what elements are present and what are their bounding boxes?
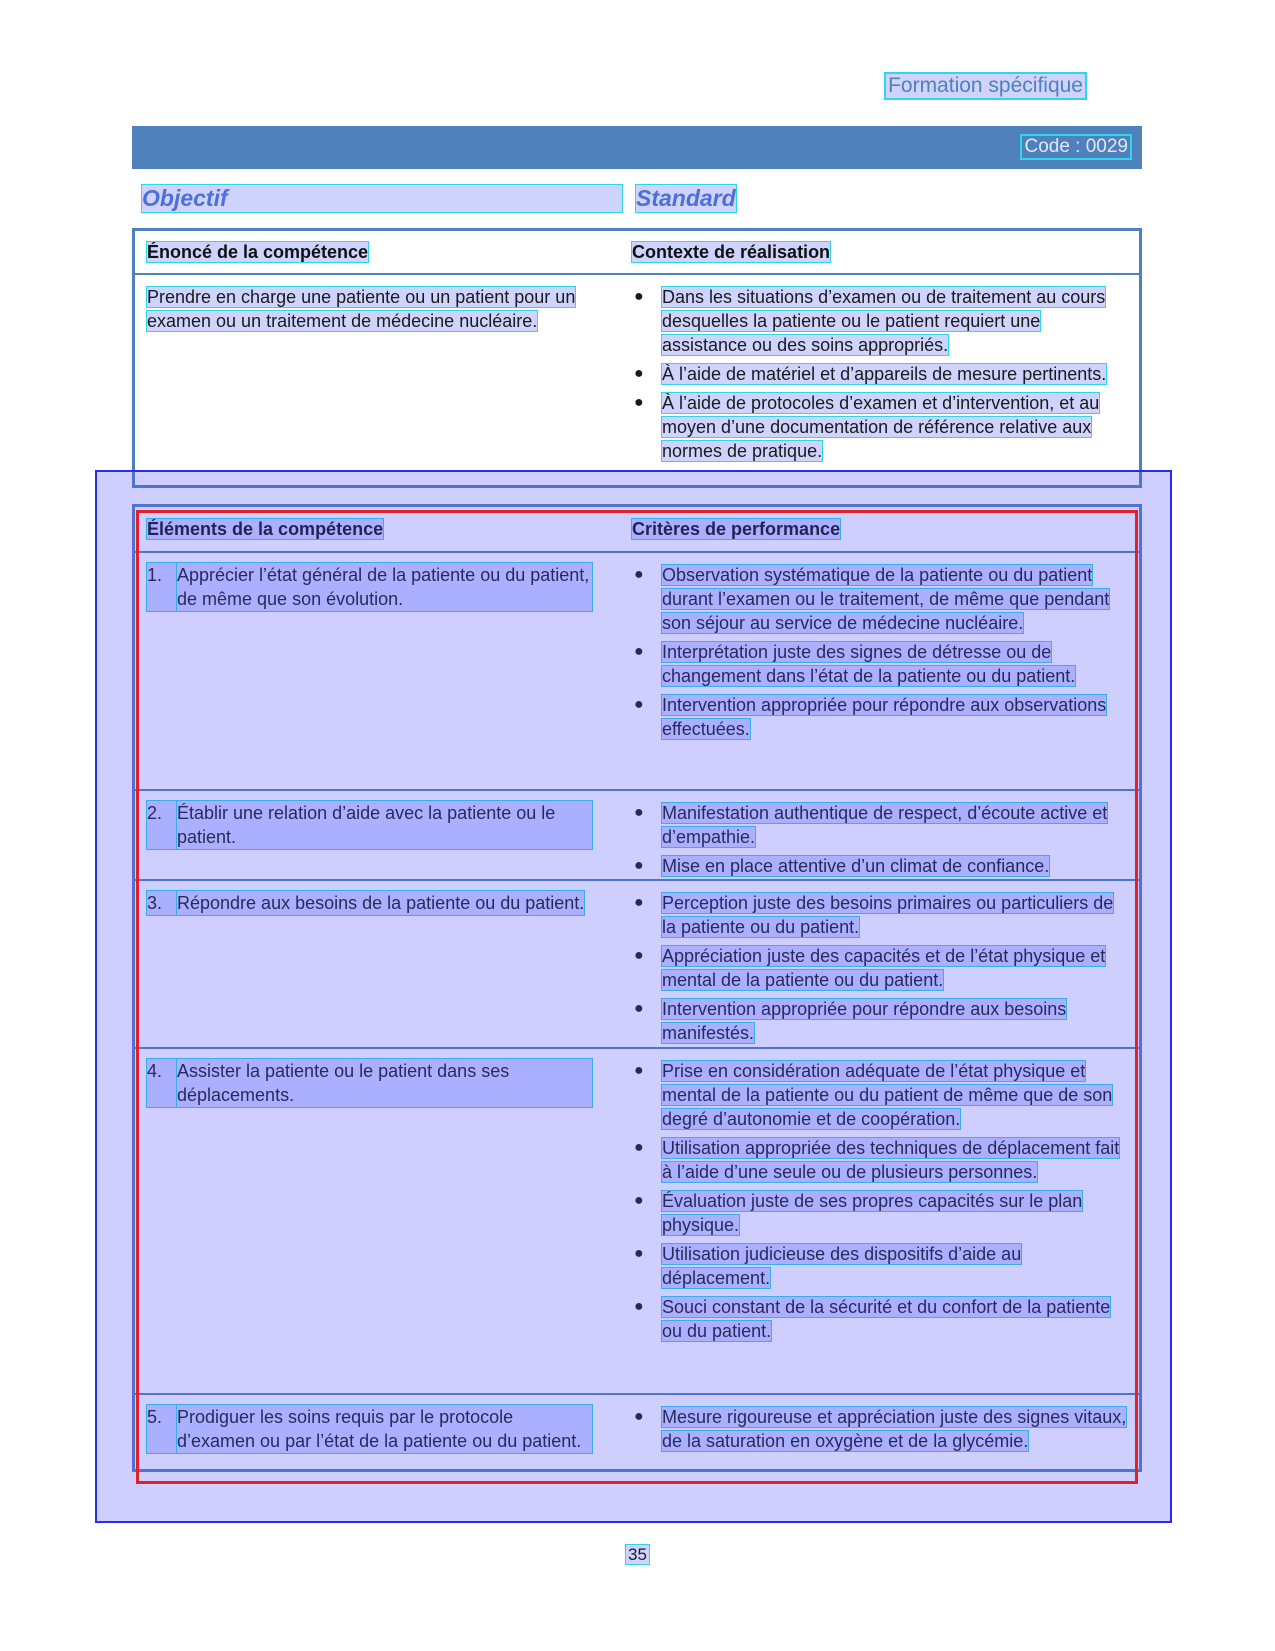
competence-table-row [135, 275, 1139, 468]
enonce-text: Prendre en charge une patiente ou un patient pour un examen ou un traitement de médecine nucléaire. [147, 287, 576, 331]
bullet-icon: ● [634, 365, 644, 382]
table-row [135, 553, 1139, 789]
criteres-header: Critères de performance [632, 518, 841, 539]
bullet-icon: ● [634, 857, 644, 874]
list-item [632, 1242, 1129, 1290]
table-row [135, 879, 1139, 1047]
element-number: 2. [147, 801, 177, 849]
element-number: 1. [147, 563, 177, 611]
contexte-item: À l’aide de protocoles d’examen et d’intervention, et au moyen d’une documentation de référence relative aux normes de pratique. [662, 393, 1100, 461]
contexte-item: À l’aide de matériel et d’appareils de mesure pertinents. [662, 364, 1107, 384]
critere-item: Utilisation appropriée des techniques de déplacement fait à l’aide d’une seule ou de plusieurs personnes. [662, 1138, 1120, 1182]
critere-item: Évaluation juste de ses propres capacités sur le plan physique. [662, 1191, 1083, 1235]
critere-item: Mesure rigoureuse et appréciation juste des signes vitaux, de la saturation en oxygène et de la glycémie. [662, 1407, 1127, 1451]
table-row [135, 1393, 1139, 1458]
bullet-icon: ● [634, 696, 644, 713]
element-text: Prodiguer les soins requis par le protocole d’examen ou par l’état de la patiente ou du patient. [177, 1405, 592, 1453]
bullet-icon: ● [634, 643, 644, 660]
contexte-header: Contexte de réalisation [632, 241, 831, 262]
element-text: Assister la patiente ou le patient dans ses déplacements. [177, 1059, 592, 1107]
bullet-icon: ● [634, 894, 644, 911]
performance-table-header [135, 507, 1139, 553]
list-item [632, 1405, 1129, 1453]
competence-table-header [135, 231, 1139, 275]
performance-table [132, 504, 1142, 1472]
bullet-icon: ● [634, 1192, 644, 1209]
bullet-icon: ● [634, 1408, 644, 1425]
list-item [632, 1136, 1129, 1184]
list-item [632, 563, 1129, 635]
critere-item: Appréciation juste des capacités et de l’état physique et mental de la patiente ou du patient. [662, 946, 1106, 990]
criteres-list [632, 1405, 1129, 1453]
bullet-icon: ● [634, 288, 644, 305]
bullet-icon: ● [634, 1245, 644, 1262]
criteres-list [632, 563, 1129, 741]
bullet-icon: ● [634, 566, 644, 583]
list-item [632, 891, 1129, 939]
page-number-text: 35 [628, 1545, 647, 1564]
critere-item: Observation systématique de la patiente ou du patient durant l’examen ou le traitement, de même que pendant son séjour au service de médecine nucléaire. [662, 565, 1110, 633]
list-item [632, 693, 1129, 741]
objectif-heading: Objectif [142, 185, 622, 212]
criteres-list [632, 801, 1129, 878]
list-item [632, 285, 1129, 357]
element-text: Apprécier l’état général de la patiente ou du patient, de même que son évolution. [177, 563, 592, 611]
list-item [632, 997, 1129, 1045]
bullet-icon: ● [634, 1139, 644, 1156]
elements-header: Éléments de la compétence [147, 518, 384, 539]
critere-item: Manifestation authentique de respect, d’écoute active et d’empathie. [662, 803, 1108, 847]
competence-code: Code : 0029 [1024, 136, 1128, 157]
list-item [632, 640, 1129, 688]
bullet-icon: ● [634, 804, 644, 821]
list-item [632, 1189, 1129, 1237]
list-item [632, 391, 1129, 463]
critere-item: Interprétation juste des signes de détresse ou de changement dans l’état de la patiente ou du patient. [662, 642, 1076, 686]
contexte-item: Dans les situations d’examen ou de traitement au cours desquelles la patiente ou le patient requiert une assistance ou des soins appropriés. [662, 287, 1106, 355]
document-section-label: Formation spécifique [888, 74, 1083, 97]
bullet-icon: ● [634, 394, 644, 411]
list-item [632, 362, 1129, 386]
critere-item: Souci constant de la sécurité et du confort de la patiente ou du patient. [662, 1297, 1111, 1341]
critere-item: Perception juste des besoins primaires ou particuliers de la patiente ou du patient. [662, 893, 1114, 937]
competence-table [132, 228, 1142, 488]
critere-item: Mise en place attentive d’un climat de confiance. [662, 856, 1050, 876]
code-bar [132, 126, 1142, 169]
element-text: Établir une relation d’aide avec la patiente ou le patient. [177, 801, 592, 849]
list-item [632, 1059, 1129, 1131]
contexte-list [632, 285, 1129, 463]
element-number: 5. [147, 1405, 177, 1453]
element-text: Répondre aux besoins de la patiente ou du patient. [177, 893, 585, 913]
bullet-icon: ● [634, 1062, 644, 1079]
critere-item: Intervention appropriée pour répondre aux besoins manifestés. [662, 999, 1067, 1043]
list-item [632, 854, 1129, 878]
critere-item: Utilisation judicieuse des dispositifs d’aide au déplacement. [662, 1244, 1022, 1288]
page-number [0, 1545, 1275, 1565]
critere-item: Intervention appropriée pour répondre aux observations effectuées. [662, 695, 1107, 739]
bullet-icon: ● [634, 947, 644, 964]
bullet-icon: ● [634, 1000, 644, 1017]
list-item [632, 944, 1129, 992]
element-number: 3. [147, 891, 177, 915]
standard-heading: Standard [636, 185, 736, 211]
bullet-icon: ● [634, 1298, 644, 1315]
criteres-list [632, 1059, 1129, 1343]
list-item [632, 1295, 1129, 1343]
critere-item: Prise en considération adéquate de l’état physique et mental de la patiente ou du patient de même que de son degré d’autonomie et de coopération. [662, 1061, 1113, 1129]
table-row [135, 789, 1139, 879]
enonce-header: Énoncé de la compétence [147, 241, 369, 262]
element-number: 4. [147, 1059, 177, 1107]
table-row [135, 1047, 1139, 1393]
list-item [632, 801, 1129, 849]
criteres-list [632, 891, 1129, 1045]
